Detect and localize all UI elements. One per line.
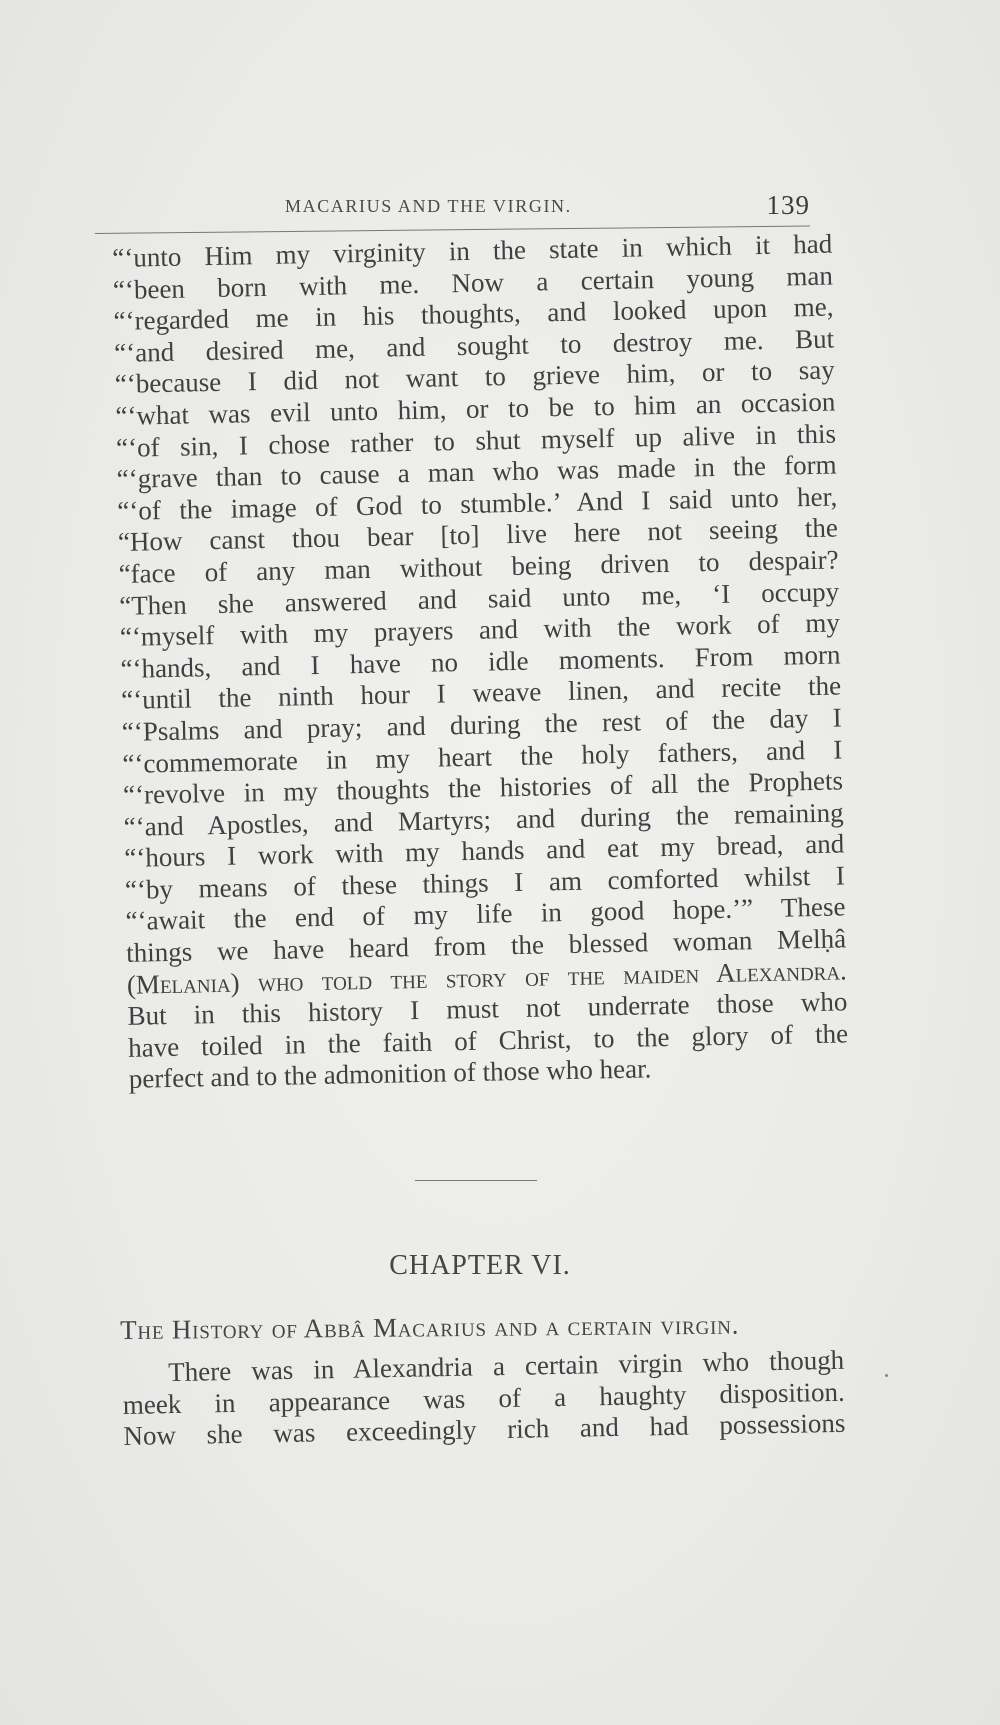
- text-line: (Melania) who told the story of the maiden Alexandra.: [126, 955, 848, 1000]
- text-line: “‘grave than to cause a man who was made in the form: [116, 449, 837, 495]
- chapter-body: [122, 1345, 846, 1453]
- running-head: [95, 190, 810, 224]
- text-line: “‘hours I work with my hands and eat my bread, and: [124, 828, 845, 874]
- text-line: “‘of the image of God to stumble.’ And I said unto her,: [117, 481, 838, 526]
- running-title: MACARIUS AND THE VIRGIN.: [285, 196, 572, 216]
- text-line: “‘unto Him my virginity in the state in which it had: [112, 228, 833, 273]
- text-line: “‘hands, and I have no idle moments. From morn: [120, 639, 841, 684]
- text-line: “‘what was evil unto him, or to be to him an occasion: [115, 386, 836, 431]
- ink-speck: [885, 1374, 888, 1377]
- chapter-subtitle: The History of Abbâ Macarius and a certain virgin.: [120, 1309, 740, 1345]
- text-line: Now she was exceedingly rich and had possessions: [123, 1407, 846, 1452]
- page-number: 139: [766, 190, 810, 220]
- text-line: “‘of sin, I chose rather to shut myself up alive in this: [115, 418, 837, 463]
- text-line: things we have heard from the blessed woman Melḥâ: [125, 923, 847, 968]
- chapter-title: CHAPTER VI.: [389, 1250, 571, 1281]
- text-line: “Then she answered and said unto me, ‘I occupy: [118, 576, 840, 621]
- text-line: “‘and desired me, and sought to destroy me. But: [113, 323, 835, 368]
- text-line: “face of any man without being driven to despair?: [118, 544, 839, 589]
- text-line: “‘by means of these things I am comforted whilst I: [124, 860, 846, 905]
- body-text: [112, 229, 849, 1096]
- text-line: “‘Psalms and pray; and during the rest of the day I: [121, 702, 842, 747]
- text-line: “‘await the end of my life in good hope.’” These: [125, 891, 846, 937]
- text-line: But in this history I must not underrate those who: [127, 986, 848, 1032]
- text-line: perfect and to the admonition of those who hear.: [128, 1053, 652, 1095]
- text-line: “‘until the ninth hour I weave linen, and recite the: [120, 670, 842, 716]
- text-line: “‘revolve in my thoughts the histories of all the Prophets: [122, 765, 844, 810]
- text-line: meek in appearance was of a haughty disposition.: [122, 1376, 846, 1420]
- text-line: “‘because I did not want to grieve him, or to say: [114, 354, 835, 400]
- text-line: “How canst thou bear [to] live here not seeing the: [117, 512, 839, 558]
- text-line: “‘and Apostles, and Martyrs; and during the remaining: [123, 797, 844, 842]
- section-divider: [415, 1180, 537, 1181]
- text-line: “‘myself with my prayers and with the work of my: [119, 607, 841, 653]
- text-line: There was in Alexandria a certain virgin who though: [167, 1344, 845, 1388]
- text-line: “‘been born with me. Now a certain young man: [112, 260, 834, 305]
- text-line: have toiled in the faith of Christ, to the glory of the: [127, 1018, 849, 1063]
- text-line: “‘commemorate in my heart the holy fathers, and I: [122, 733, 843, 779]
- text-line: “‘regarded me in his thoughts, and looked upon me,: [113, 291, 834, 337]
